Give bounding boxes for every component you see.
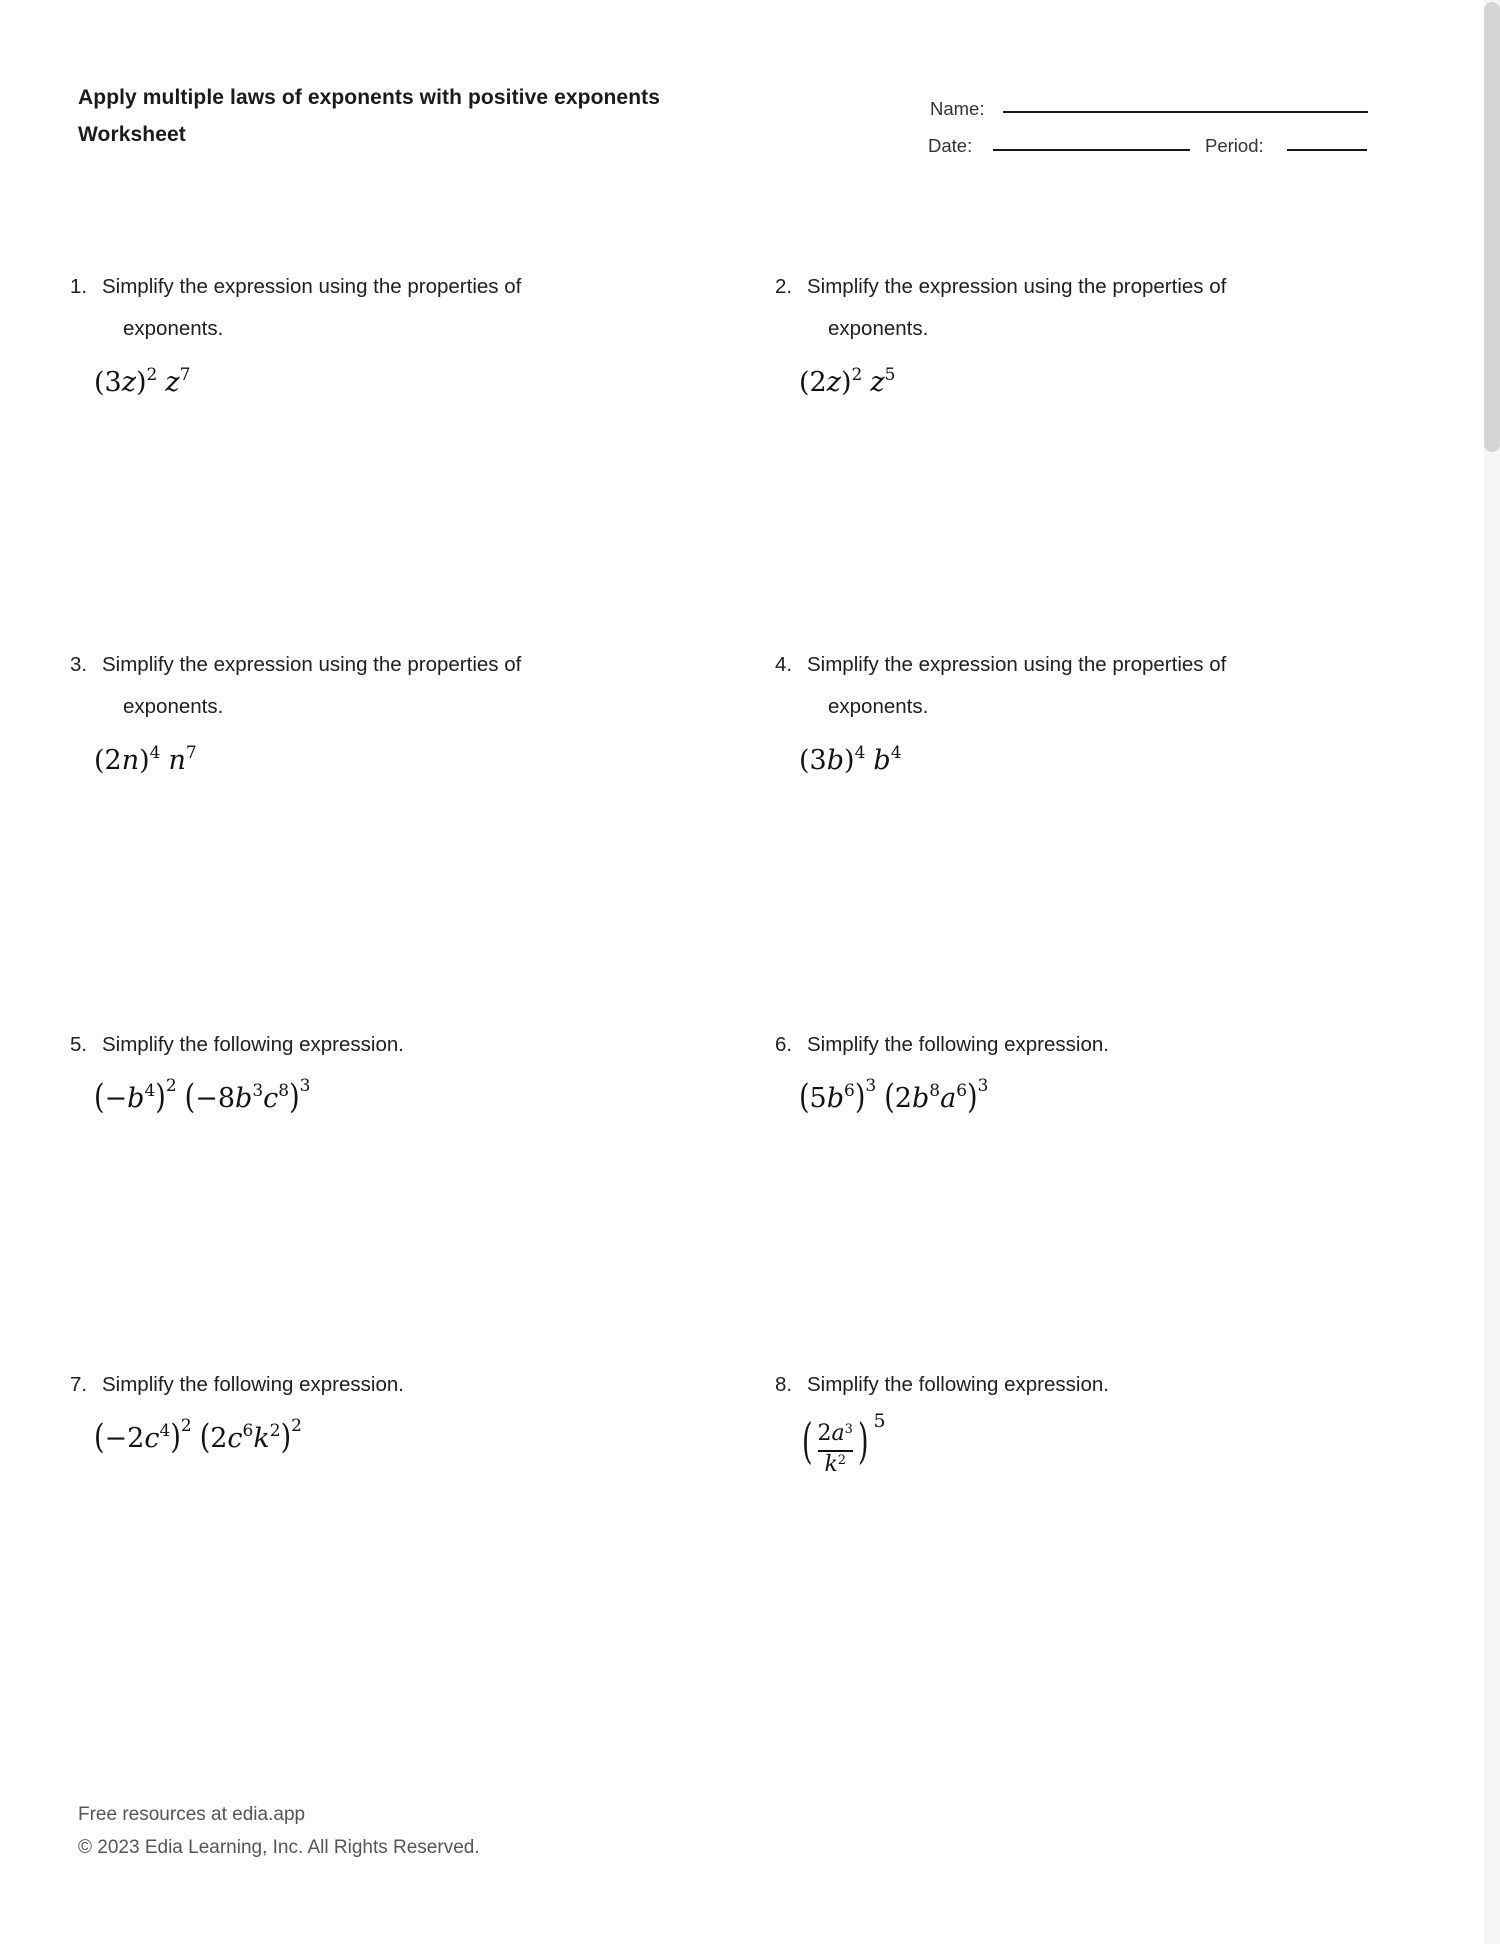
problem-6-prompt: Simplify the following expression. bbox=[807, 1033, 1109, 1056]
problem-6-expression: $(5b^6)^3$ $(2b^8a^6)^3$ bbox=[799, 1076, 989, 1117]
problem-6-number: 6. bbox=[775, 1033, 793, 1056]
scrollbar-thumb[interactable] bbox=[1484, 2, 1500, 452]
problem-3-number: 3. bbox=[70, 653, 88, 676]
worksheet-title-line2: Worksheet bbox=[78, 123, 186, 146]
problem-6 bbox=[775, 1024, 1335, 1125]
problem-7-number: 7. bbox=[70, 1373, 88, 1396]
problem-5-prompt: Simplify the following expression. bbox=[102, 1033, 404, 1056]
date-label: Date: bbox=[928, 135, 973, 156]
problem-8-prompt: Simplify the following expression. bbox=[807, 1373, 1109, 1396]
worksheet-title-line1: Apply multiple laws of exponents with positive exponents bbox=[78, 86, 661, 109]
name-label: Name: bbox=[930, 98, 985, 119]
footer-resources-text: Free resources at edia.app bbox=[78, 1804, 306, 1825]
problem-2-expression: $(2z)^2$ $z^5$ bbox=[799, 365, 896, 398]
problem-8 bbox=[775, 1364, 1335, 1477]
problem-3-prompt: Simplify the expression using the properties of exponents. bbox=[102, 653, 522, 718]
problem-2-number: 2. bbox=[775, 275, 793, 298]
problem-1-expression: $(3z)^2$ $z^7$ bbox=[94, 365, 191, 398]
problem-5-number: 5. bbox=[70, 1033, 88, 1056]
problem-7 bbox=[70, 1364, 630, 1465]
footer-copyright-text: © 2023 Edia Learning, Inc. All Rights Reserved. bbox=[78, 1837, 480, 1858]
problem-3-expression: $(2n)^4$ $n^7$ bbox=[94, 743, 197, 776]
problem-1-number: 1. bbox=[70, 275, 88, 298]
problem-3 bbox=[70, 644, 630, 787]
problem-8-expression: ( $\frac{2a^3}{k^2}$ ) $^5$ bbox=[802, 1409, 886, 1477]
problem-1 bbox=[70, 266, 630, 409]
problem-5 bbox=[70, 1024, 630, 1125]
problem-4-prompt: Simplify the expression using the properties of exponents. bbox=[807, 653, 1227, 718]
scrollbar-track[interactable] bbox=[1484, 0, 1500, 1944]
worksheet-title bbox=[78, 79, 660, 153]
problem-2 bbox=[775, 266, 1335, 409]
problem-8-number: 8. bbox=[775, 1373, 793, 1396]
problem-7-expression: $(-2c^4)^2$ $(2c^6k^2)^2$ bbox=[94, 1416, 302, 1457]
problem-1-prompt: Simplify the expression using the properties of exponents. bbox=[102, 275, 522, 340]
problem-4-number: 4. bbox=[775, 653, 793, 676]
problem-2-prompt: Simplify the expression using the properties of exponents. bbox=[807, 275, 1227, 340]
period-label: Period: bbox=[1205, 135, 1264, 156]
problem-7-prompt: Simplify the following expression. bbox=[102, 1373, 404, 1396]
name-blank-line bbox=[1003, 111, 1368, 113]
problem-4 bbox=[775, 644, 1335, 787]
period-blank-line bbox=[1287, 149, 1367, 151]
problem-5-expression: $(-b^4)^2$ $(-8b^3c^8)^3$ bbox=[94, 1076, 311, 1117]
page-footer bbox=[78, 1798, 480, 1864]
date-blank-line bbox=[993, 149, 1190, 151]
problem-4-expression: $(3b)^4$ $b^4$ bbox=[799, 743, 902, 776]
